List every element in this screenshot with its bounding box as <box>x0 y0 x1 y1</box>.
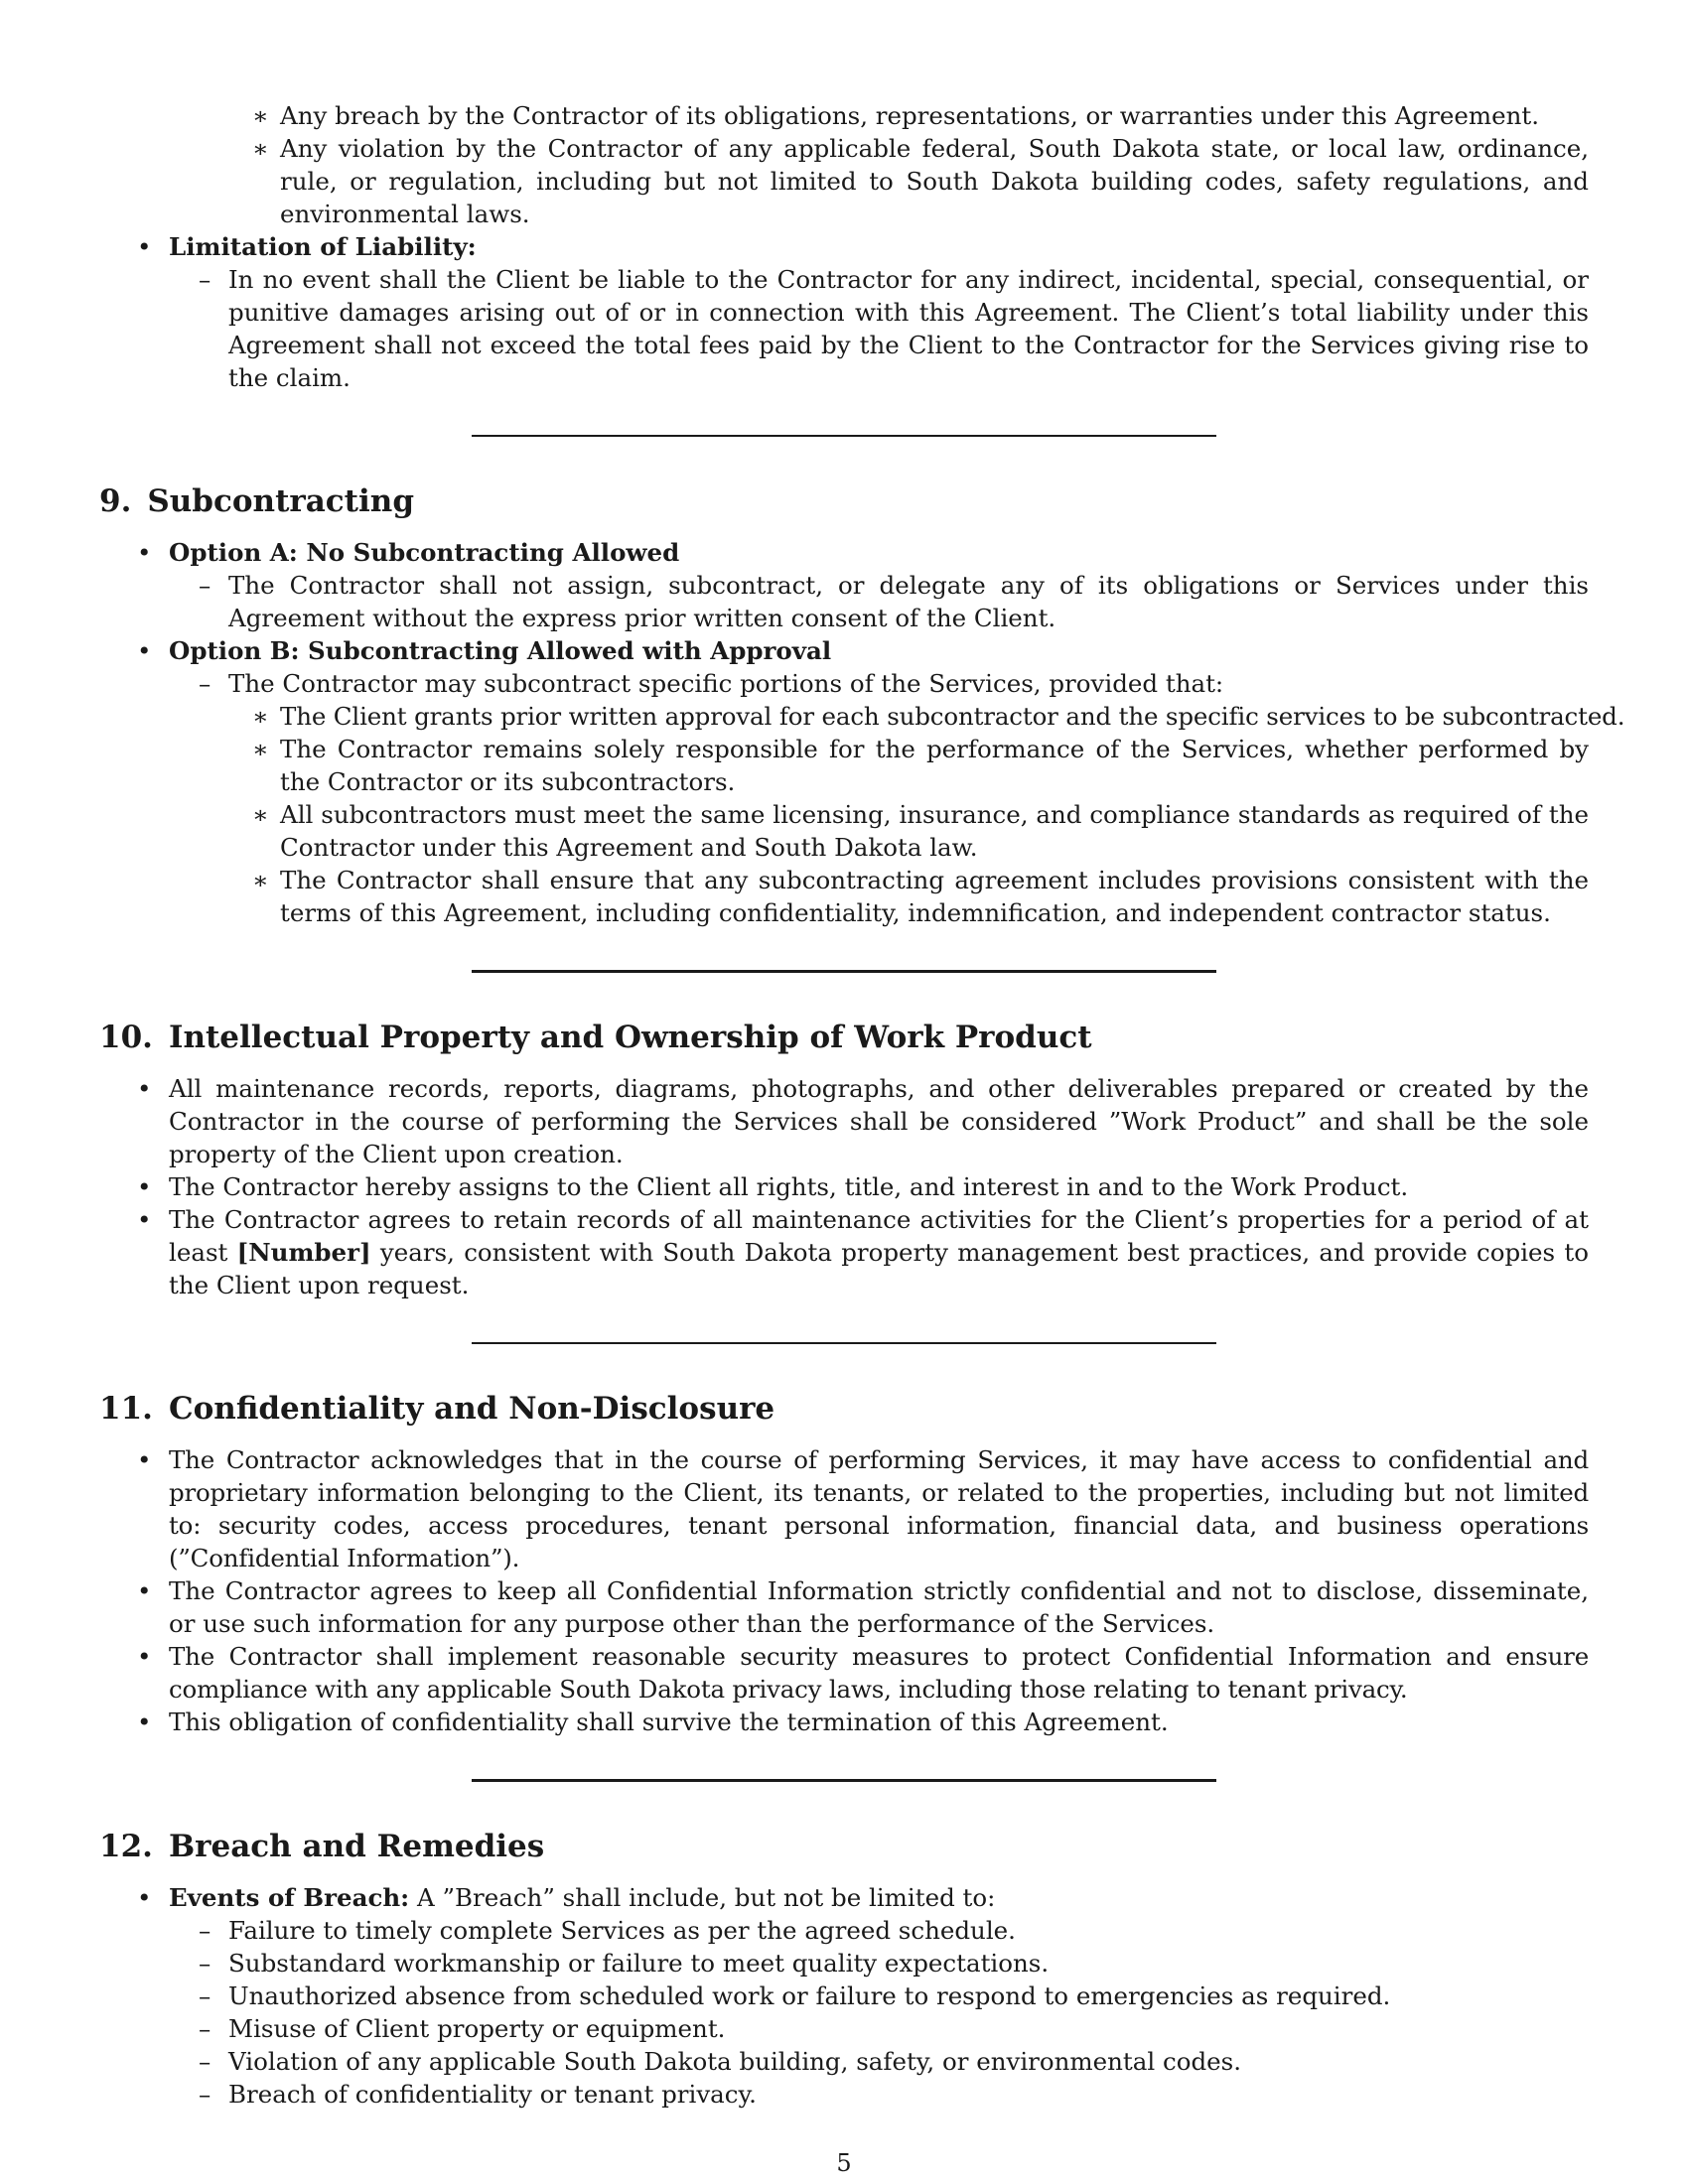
section-11-heading <box>99 1390 1589 1428</box>
breach-violation-list <box>228 99 1589 230</box>
list-item: ∗ The Client grants prior written approval for each subcontractor and the specific services to be subcontracted. <box>228 700 1589 733</box>
list-item <box>99 1203 1589 1301</box>
option-b-conditions <box>228 700 1625 929</box>
list-item: – Substandard workmanship or failure to meet quality expectations. <box>169 1947 1589 1979</box>
section-title: Confidentiality and Non-Disclosure <box>168 1391 775 1427</box>
continued-sublist <box>169 99 1589 230</box>
list-item: • This obligation of confidentiality shall survive the termination of this Agreement. <box>99 1706 1589 1738</box>
section-title: Subcontracting <box>147 483 414 519</box>
section-divider <box>472 1342 1216 1344</box>
list-item: ∗ The Contractor shall ensure that any subcontracting agreement includes provisions consistent with the terms of this Agreement, including confidentiality, indemnification, and independent contractor status. <box>228 864 1589 929</box>
events-of-breach-item <box>99 1881 1589 2111</box>
events-text: A ”Breach” shall include, but not be limited to: <box>409 1883 996 1912</box>
section-divider <box>472 435 1216 437</box>
indemnification-continuation <box>99 99 1589 230</box>
list-item: • The Contractor acknowledges that in the course of performing Services, it may have access to confidential and proprietary information belonging to the Client, its tenants, or related to the properties, including but not limited to: security codes, access procedures, tenant personal information, financial data, and business operations (”Confidential Information”). <box>99 1443 1589 1574</box>
option-b-item <box>99 634 1625 929</box>
section-number: 11. <box>99 1391 153 1427</box>
option-a-sublist <box>169 569 1589 634</box>
number-placeholder: [Number] <box>236 1238 371 1267</box>
section-divider <box>472 1779 1216 1782</box>
page-number: 5 <box>836 2149 852 2177</box>
option-b-intro: The Contractor may subcontract specific portions of the Services, provided that: <box>228 669 1224 698</box>
limitation-sublist <box>169 263 1589 394</box>
list-item: – Breach of confidentiality or tenant privacy. <box>169 2078 1589 2111</box>
section-9-heading <box>99 482 1589 520</box>
events-title: Events of Breach: <box>169 1883 410 1912</box>
list-item: – Violation of any applicable South Dakota building, safety, or environmental codes. <box>169 2045 1589 2078</box>
records-text-pre: The Contractor agrees to retain records of all maintenance activities for the Client’s properties for a period of at least <box>169 1205 1589 1267</box>
option-a-item <box>99 536 1589 634</box>
list-item: • The Contractor hereby assigns to the Client all rights, title, and interest in and to the Work Product. <box>99 1170 1589 1203</box>
option-b-title: Option B: Subcontracting Allowed with Approval <box>169 636 832 665</box>
list-item: • All maintenance records, reports, diagrams, photographs, and other deliverables prepared or created by the Contractor in the course of performing the Services shall be considered ”Work Product” and shall be the sole property of the Client upon creation. <box>99 1072 1589 1170</box>
list-item: – Failure to timely complete Services as per the agreed schedule. <box>169 1914 1589 1947</box>
section-number: 12. <box>99 1829 153 1864</box>
ip-list <box>99 1072 1589 1301</box>
list-item: – Unauthorized absence from scheduled work or failure to respond to emergencies as required. <box>169 1979 1589 2012</box>
section-number: 10. <box>99 1020 153 1055</box>
section-divider <box>472 970 1216 973</box>
continued-list-item <box>99 99 1589 230</box>
breach-list <box>99 1881 1589 2111</box>
list-item: – Misuse of Client property or equipment. <box>169 2012 1589 2045</box>
section-number: 9. <box>99 483 132 519</box>
option-a-text: – The Contractor shall not assign, subcontract, or delegate any of its obligations or Services under this Agreement without the express prior written consent of the Client. <box>169 569 1589 634</box>
list-item: • The Contractor shall implement reasonable security measures to protect Confidential Information and ensure compliance with any applicable South Dakota privacy laws, including those relating to tenant privacy. <box>99 1640 1589 1706</box>
limitation-title: Limitation of Liability: <box>169 232 477 261</box>
records-text-post: years, consistent with South Dakota property management best practices, and provide copies to the Client upon request. <box>169 1238 1590 1299</box>
limitation-text: – In no event shall the Client be liable to the Contractor for any indirect, incidental, special, consequential, or punitive damages arising out of or in connection with this Agreement. The Client’s total liability under this Agreement shall not exceed the total fees paid by the Client to the Contractor for the Services giving rise to the claim. <box>169 263 1589 394</box>
list-item: ∗ Any violation by the Contractor of any applicable federal, South Dakota state, or local law, ordinance, rule, or regulation, including but not limited to South Dakota building codes, safety regulations, and environmental laws. <box>228 132 1589 230</box>
section-title: Intellectual Property and Ownership of Work Product <box>168 1020 1092 1055</box>
limitation-list <box>99 230 1589 394</box>
breach-events <box>169 1914 1589 2111</box>
list-item: • The Contractor agrees to keep all Confidential Information strictly confidential and not to disclose, disseminate, or use such information for any purpose other than the performance of the Services. <box>99 1574 1589 1640</box>
list-item: ∗ The Contractor remains solely responsible for the performance of the Services, whether performed by the Contractor or its subcontractors. <box>228 733 1589 798</box>
page-content <box>99 99 1625 2111</box>
list-item: ∗ All subcontractors must meet the same licensing, insurance, and compliance standards as required of the Contractor under this Agreement and South Dakota law. <box>228 798 1589 864</box>
option-a-title: Option A: No Subcontracting Allowed <box>169 538 680 567</box>
option-b-sublist <box>169 667 1625 929</box>
list-item: ∗ Any breach by the Contractor of its obligations, representations, or warranties under this Agreement. <box>228 99 1589 132</box>
confidentiality-list <box>99 1443 1589 1738</box>
subcontracting-options <box>99 536 1625 929</box>
section-10-heading <box>99 1019 1589 1056</box>
section-title: Breach and Remedies <box>168 1829 545 1864</box>
continued-subitem <box>169 99 1589 230</box>
limitation-of-liability-item <box>99 230 1589 394</box>
option-b-text <box>169 667 1625 929</box>
section-12-heading <box>99 1828 1589 1865</box>
